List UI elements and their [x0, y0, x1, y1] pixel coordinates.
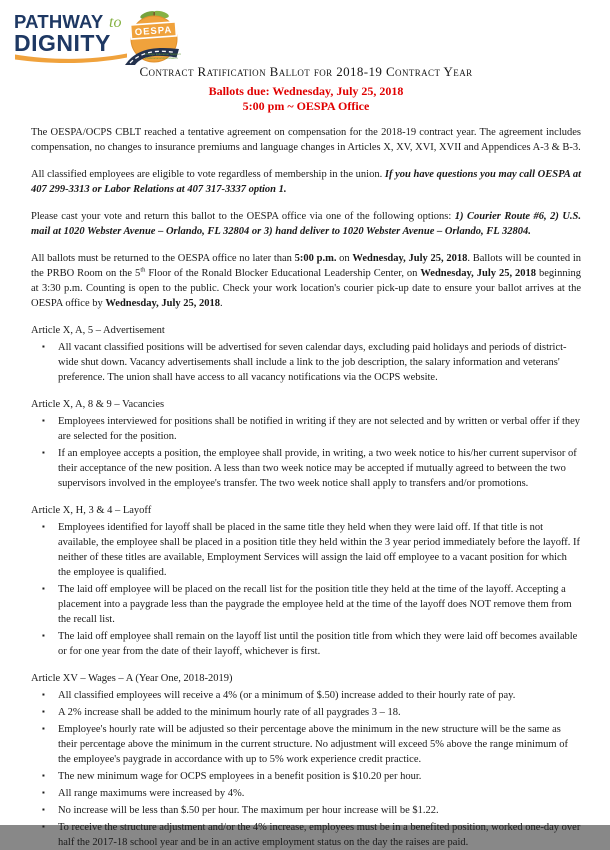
bullet-item: ▪ The laid off employee will be placed on the recall list for the position title they held at the time of the layoff. Accepting a placement into a paygrade less than the paygrade the employee held at the time of the layoff does NOT remove them from the recall list.: [42, 582, 581, 627]
bullet-item: ▪ A 2% increase shall be added to the minimum hourly rate of all paygrades 3 – 18.: [42, 705, 581, 720]
bullet-item: ▪ All range maximums were increased by 4%.: [42, 786, 581, 801]
bullet-item: ▪ Employees interviewed for positions shall be notified in writing if they are not selected and by written or verbal offer if they are selected for the position.: [42, 414, 581, 444]
intro-paragraph-deadline: All ballots must be returned to the OESPA office no later than 5:00 p.m. on Wednesday, July 25, 2018. Ballots will be counted in the PRBO Room on the 5th Floor of the Ronald Blocker Educational Leadership Center, on Wednesday, July 25, 2018 beginning at 3:30 p.m. Counting is open to the public. Check your work location's courier pick-up date to ensure your ballot arrives at the OESPA office by Wednesday, July 25, 2018.: [31, 253, 582, 309]
bullet-item: ▪ To receive the structure adjustment and/or the 4% increase, employees must be in a benefited position, worked one-day over half the 2017-18 school year and be in an active employment status on the day the raises are paid.: [42, 820, 581, 850]
intro-paragraph-eligibility: All classified employees are eligible to vote regardless of membership in the union. If you have questions you may call OESPA at 407 299-3313 or Labor Relations at 407 317-3337 option 1.: [31, 169, 581, 195]
logo-subtext-line2: Professional Association: [145, 56, 178, 60]
bullet-item: ▪ No increase will be less than $.50 per hour. The maximum per hour increase will be $1.22.: [42, 803, 581, 818]
logo-word-pathway: PATHWAY: [14, 11, 104, 32]
intro-paragraph-agreement: The OESPA/OCPS CBLT reached a tentative agreement on compensation for the 2018-19 contract year. The agreement includes compensation, no changes to insurance premiums and language changes in Articles X, XV, XVI, XVII and Appendices A-3 & B-3.: [31, 127, 581, 153]
logo-subtext-line1: Orange Education Support: [145, 52, 181, 56]
ballots-due-line: Ballots due: Wednesday, July 25, 2018: [208, 84, 404, 98]
section-heading: Article XV – Wages – A (Year One, 2018-2019): [31, 673, 233, 684]
due-time-line: 5:00 pm ~ OESPA Office: [242, 98, 370, 113]
oespa-badge-text: OESPA: [134, 24, 173, 39]
section-heading: Article X, A, 5 – Advertisement: [31, 325, 165, 336]
article-section: [31, 323, 581, 385]
bullet-item: ▪ All classified employees will receive a 4% (or a minimum of $.50) increase added to their hourly rate of pay.: [42, 688, 581, 703]
bullet-item: ▪ All vacant classified positions will be advertised for seven calendar days, excluding paid holidays and periods of district-wide shut down. Vacancy advertisements shall include a link to the job description, the salary information and veterans' preference. The union shall have access to all vacancy notifications via the OCPS website.: [42, 340, 581, 385]
logo-word-dignity: DIGNITY: [14, 30, 111, 56]
bullet-item: ▪ The laid off employee shall remain on the layoff list until the position title from which they were laid off becomes available or for one year from the date of their layoff, whichever is first.: [42, 629, 581, 659]
bullet-list: [42, 520, 581, 659]
section-heading: Article X, H, 3 & 4 – Layoff: [31, 505, 152, 516]
oespa-ribbon: [131, 22, 177, 39]
bullet-list: [42, 340, 581, 385]
bullet-item: ▪ Employees identified for layoff shall be placed in the same title they held when they were laid off. If that title is not available, the employee shall be placed in a position title they held within the 3 year period immediately before the layoff. If neither of these titles are available, Employment Services will assign the laid off employee to a vacant position for which the employee is qualified.: [42, 520, 581, 580]
bullet-item: ▪ Employee's hourly rate will be adjusted so their percentage above the minimum in the new structure will be the same as their percentage above the minimum in the current structure. No adjustment will exceed 5% above the range minimum of the employee's paygrade in accordance with up to 5% work experience credit practice.: [42, 722, 581, 767]
article-section: [31, 397, 581, 491]
document-title: Contract Ratification Ballot for 2018-19 Contract Year: [139, 64, 473, 79]
article-section: [31, 671, 581, 850]
pathway-to-dignity-logo: [11, 7, 193, 65]
article-sections: [31, 323, 581, 850]
article-section: [31, 503, 581, 659]
section-heading: Article X, A, 8 & 9 – Vacancies: [31, 399, 165, 410]
bullet-list: [42, 414, 581, 491]
intro-paragraph-return-options: Please cast your vote and return this ballot to the OESPA office via one of the following options: 1) Courier Route #6, 2) U.S. mail at 1020 Webster Avenue – Orlando, FL 32804 or 3) hand deliver to 1020 Webster Avenue – Orlando, FL 32804.: [31, 211, 581, 237]
bullet-list: [42, 688, 581, 850]
bullet-item: ▪ If an employee accepts a position, the employee shall provide, in writing, a two week notice to his/her current supervisor of their acceptance of the new position. A less than two week notice may be accepted if mutually agreed to between the two supervisors involved in the employee's transfer. The two week notice shall apply to transfers and/or promotions.: [42, 446, 581, 491]
logo-word-to: to: [109, 14, 122, 31]
bullet-item: ▪ The new minimum wage for OCPS employees in a benefit position is $10.20 per hour.: [42, 769, 581, 784]
